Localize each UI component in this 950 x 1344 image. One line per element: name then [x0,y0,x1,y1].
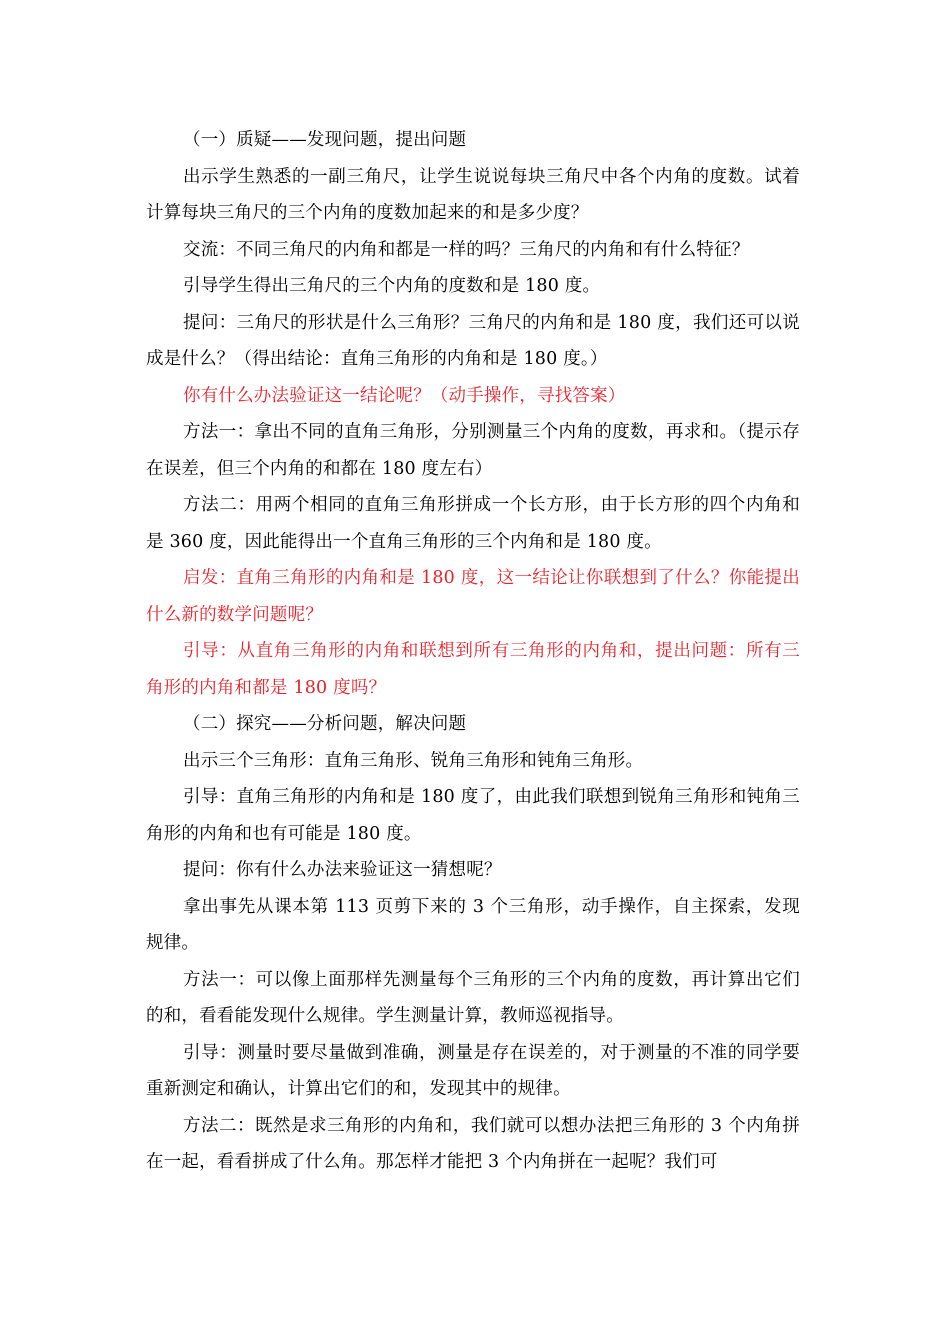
paragraph: 方法二：用两个相同的直角三角形拼成一个长方形，由于长方形的四个内角和是 360 度，因此能得出一个直角三角形的三个内角和是 180 度。 [146,495,800,552]
paragraph: 方法一：拿出不同的直角三角形，分别测量三个内角的度数，再求和。（提示存在误差，但三个内角的和都在 180 度左右） [146,422,800,479]
section-heading-2: （二）探究——分析问题，解决问题 [183,714,467,734]
paragraph: 方法二：既然是求三角形的内角和，我们就可以想办法把三角形的 3 个内角拼在一起，看看拼成了什么角。那怎样才能把 3 个内角拼在一起呢？我们可 [146,1115,800,1172]
paragraph: 提问：你有什么办法来验证这一猜想呢？ [183,860,502,880]
paragraph: 引导：直角三角形的内角和是 180 度了，由此我们联想到锐角三角形和钝角三角形的内角和也有可能是 180 度。 [146,787,800,844]
paragraph: 出示三个三角形：直角三角形、锐角三角形和钝角三角形。 [183,750,644,771]
section-heading-1: （一）质疑——发现问题，提出问题 [183,130,467,150]
highlighted-paragraph: 启发：直角三角形的内角和是 180 度，这一结论让你联想到了什么？你能提出什么新的数学问题呢？ [146,568,800,625]
highlighted-paragraph: 你有什么办法验证这一结论呢？（动手操作，寻找答案） [183,385,626,406]
paragraph: 引导学生得出三角尺的三个内角的度数和是 180 度。 [183,276,601,296]
paragraph: 出示学生熟悉的一副三角尺，让学生说说每块三角尺中各个内角的度数。试着计算每块三角尺的三个内角的度数加起来的和是多少度？ [146,166,800,223]
paragraph: 方法一：可以像上面那样先测量每个三角形的三个内角的度数，再计算出它们的和，看看能发现什么规律。学生测量计算，教师巡视指导。 [146,969,800,1026]
paragraph: 引导：测量时要尽量做到准确，测量是存在误差的，对于测量的不准的同学要重新测定和确认，计算出它们的和，发现其中的规律。 [146,1042,800,1099]
highlighted-paragraph: 引导：从直角三角形的内角和联想到所有三角形的内角和，提出问题：所有三角形的内角和都是 180 度吗？ [146,641,800,698]
paragraph: 拿出事先从课本第 113 页剪下来的 3 个三角形，动手操作，自主探索，发现规律。 [146,896,800,953]
paragraph: 提问：三角尺的形状是什么三角形？三角尺的内角和是 180 度，我们还可以说成是什么？（得出结论：直角三角形的内角和是 180 度。） [146,312,800,369]
paragraph: 交流：不同三角尺的内角和都是一样的吗？三角尺的内角和有什么特征？ [183,239,750,260]
